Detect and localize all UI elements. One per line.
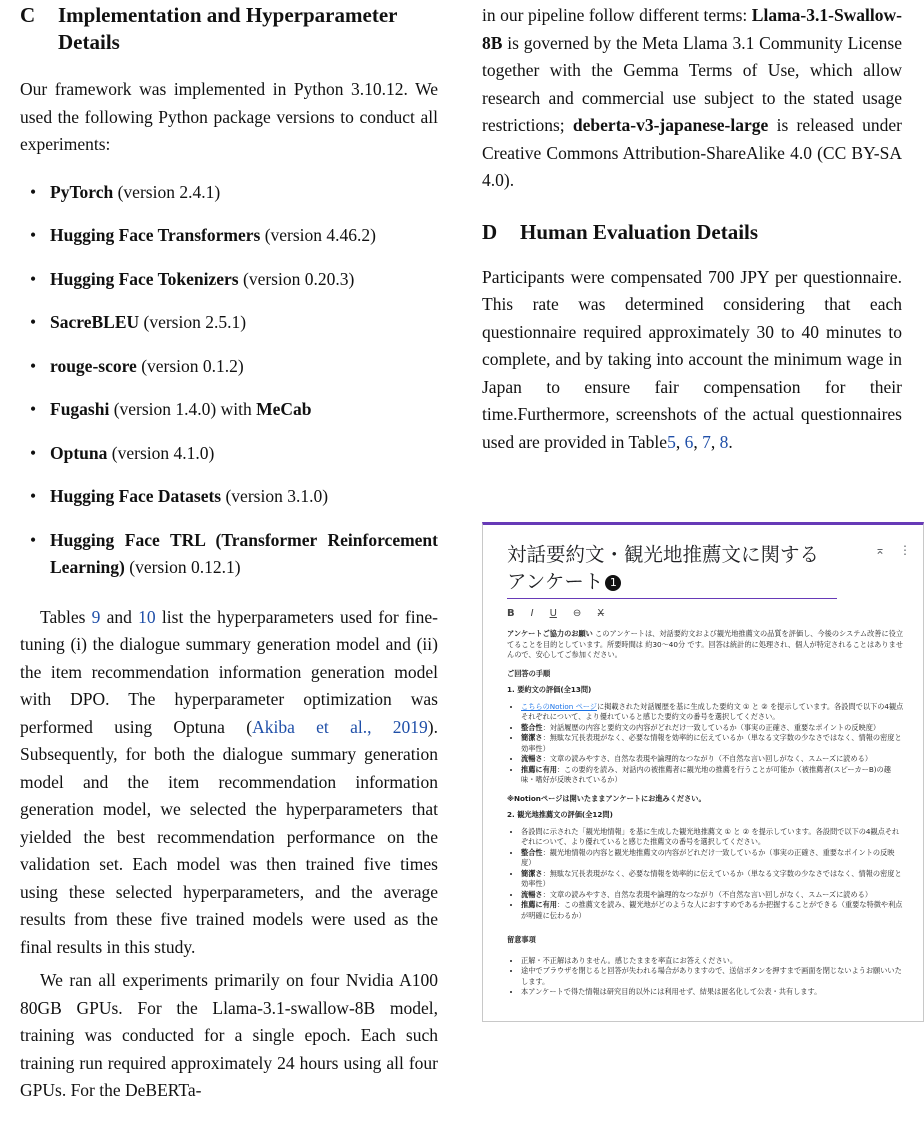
package-item: • Optuna (version 4.1.0) [20, 440, 438, 468]
form-intro: アンケートご協力のお願い このアンケートは、対話要約文および観光地推薦文の品質を評価し、今後のシステム改善に役立てることを目的としています。所要時間は 約30〜40分 です。回答は統計的に処理され、個人が特定されることはありませんので、安心してご参加ください。 [507, 629, 904, 659]
clear-format-icon[interactable]: X̶ [597, 608, 605, 619]
bold-icon[interactable]: B [507, 608, 515, 619]
table-ref-link[interactable]: 7 [702, 431, 711, 452]
section-d-heading [482, 219, 902, 246]
section-d-title: Human Evaluation Details [520, 219, 759, 244]
list-item: • 整合性：観光地情報の内容と観光地推薦文の内容がどれだけ一致しているか（事実の正確さ、重要なポイントの反映度） [521, 848, 905, 869]
gpu-paragraph: We ran all experiments primarily on four Nvidia A100 80GB GPUs. For the Llama-3.1-swallow-8B model, training was conducted for a single epoch. Each such training run required approximately 24 hours using all four GPUs. For the DeBERTa- [20, 970, 438, 1100]
right-column [482, 0, 902, 456]
section-c-title: Implementation and Hyperparameter Details [58, 3, 398, 54]
list-item: • 簡潔さ：無駄な冗長表現がなく、必要な情報を効率的に伝えているか（単なる文字数の少なさではなく、情報の密度と効率性） [521, 869, 905, 890]
procedure-heading: ご回答の手順 [507, 668, 551, 678]
table-ref-link[interactable]: 10 [138, 606, 156, 627]
table-ref-link[interactable]: 9 [91, 606, 101, 627]
list-item: • 推薦に有用：この推薦文を読み、観光地がどのような人におすすめであるか把握することができる（重要な特徴や利点が明確に伝わるか） [521, 900, 905, 921]
list-item: • こちらのNotion ページに掲載された対話履歴を基に生成した要約文 ① と ② を提示しています。各設問で以下の4観点それぞれについて、より優れていると感じた要約文の番号を選択してください。 [521, 702, 905, 723]
list-item: • 整合性：対話履歴の内容と要約文の内容がどれだけ一致しているか（事実の正確さ、重要なポイントの反映度） [521, 723, 905, 734]
section-d-number: D [482, 219, 498, 244]
package-item: • Hugging Face TRL (Transformer Reinforcement Learning) (version 0.12.1) [20, 527, 438, 582]
italic-icon[interactable]: I [530, 608, 534, 619]
section-c-number: C [20, 3, 36, 27]
package-list [20, 179, 438, 582]
list-item: • 流暢さ：文章の読みやすさ、自然な表現や論理的なつながり（不自然な言い回しがなく、スムーズに読める） [521, 754, 905, 765]
human-eval-paragraph: Participants were compensated 700 JPY per questionnaire. This rate was determined considering that each questionnaire required approximately 30 to 40 minutes to complete, and by taking into account the minimum wage in Japan to ensure fair compensation for their time.Furthermore, screenshots of the actual questionnaires used are provided in Table5, 6, 7, 8. [482, 266, 902, 452]
table-ref-link[interactable]: 6 [684, 431, 694, 452]
list-item: • 本アンケートで得た情報は研究目的以外には利用せず、結果は匿名化して公表・共有します。 [521, 987, 905, 998]
notion-note: ※Notionページは開いたままアンケートにお進みください。 [507, 793, 706, 803]
section2-heading: 2. 観光地推薦文の評価(全12問) [507, 810, 613, 819]
table-ref-link[interactable]: 8 [719, 431, 729, 452]
list-item: • 簡潔さ：無駄な冗長表現がなく、必要な情報を効率的に伝えているか（単なる文字数の少なさではなく、情報の密度と効率性） [521, 733, 905, 754]
questionnaire-screenshot [482, 522, 924, 1022]
list-item: • 推薦に有用：この要約を読み、対話内の被推薦者に観光地の推薦を行うことが可能か（被推薦者(スピーカーB)の趣味・嗜好が反映されているか） [521, 765, 905, 786]
section-c-heading [20, 2, 438, 56]
underline-icon[interactable]: U [549, 608, 557, 619]
list-item: • 途中でブラウザを閉じると回答が失われる場合がありますので、送信ボタンを押すまで画面を閉じないようお願いいたします。 [521, 966, 905, 987]
package-item: • SacreBLEU (version 2.5.1) [20, 309, 438, 337]
package-item: • Hugging Face Tokenizers (version 0.20.3) [20, 266, 438, 294]
list-item: • 流暢さ：文章の読みやすさ、自然な表現や論理的なつながり（不自然な言い回しがなく、スムーズに読める） [521, 890, 905, 901]
table-ref-link[interactable]: 5 [667, 431, 676, 452]
form-top-icons [861, 543, 911, 557]
package-item: • Hugging Face Datasets (version 3.1.0) [20, 483, 438, 511]
collapse-icon[interactable]: ⌅ [874, 543, 885, 557]
section1-heading: 1. 要約文の評価(全13問) [507, 685, 592, 694]
package-item: • rouge-score (version 0.1.2) [20, 353, 438, 381]
list-item: • 正解・不正解はありません。感じたままを率直にお答えください。 [521, 956, 905, 967]
notes-heading: 留意事項 [507, 935, 536, 944]
section2-list [507, 827, 905, 922]
hyperparameter-paragraph: Tables 9 and 10 list the hyperparameters used for fine-tuning (i) the dialogue summary generation model and (ii) the item recommendation information generation model with DPO. The hyperparameter optimization was performed using Optuna (Akiba et al., 2019). Subsequently, for both the dialogue summary generation model and the item recommendation information generation model, we selected the hyperparameters that yielded the best recommendation performance on the validation set. Each model was then trained five times using these selected hyperparameters, and the average results from these five trained models were used as the final results in this study. [20, 606, 438, 957]
package-item: • Fugashi (version 1.4.0) with MeCab [20, 396, 438, 424]
list-item: • 各設問に示された「観光地情報」を基に生成した観光地推薦文 ① と ② を提示しています。各設問で以下の4観点それぞれについて、より優れていると感じた推薦文の番号を選択してください。 [521, 827, 905, 848]
link-icon[interactable]: ⊖ [572, 608, 582, 619]
package-item: • PyTorch (version 2.4.1) [20, 179, 438, 207]
notion-link[interactable]: こちらのNotion ページ [521, 701, 597, 711]
section1-list [507, 702, 905, 786]
intro-paragraph: Our framework was implemented in Python 3.10.12. We used the following Python package versions to conduct all experiments: [20, 79, 438, 154]
form-description [507, 629, 905, 1006]
left-column [20, 0, 438, 1105]
more-options-icon[interactable]: ⋮ [899, 543, 911, 557]
license-paragraph: in our pipeline follow different terms: Llama-3.1-Swallow-8B is governed by the Meta Llama 3.1 Community License together with the Gemma Terms of Use, which allow research and commercial use subject to the stated usage restrictions; deberta-v3-japanese-large is released under Creative Commons Attribution-ShareAlike 4.0 (CC BY-SA 4.0). [482, 5, 903, 190]
format-toolbar [507, 608, 620, 619]
package-item: • Hugging Face Transformers (version 4.46.2) [20, 222, 438, 250]
citation-link[interactable]: Akiba et al., 2019 [252, 716, 428, 737]
notes-list [507, 956, 905, 998]
form-title: 対話要約文・観光地推薦文に関するアンケート 1 [507, 541, 837, 599]
step-badge: 1 [605, 575, 621, 591]
